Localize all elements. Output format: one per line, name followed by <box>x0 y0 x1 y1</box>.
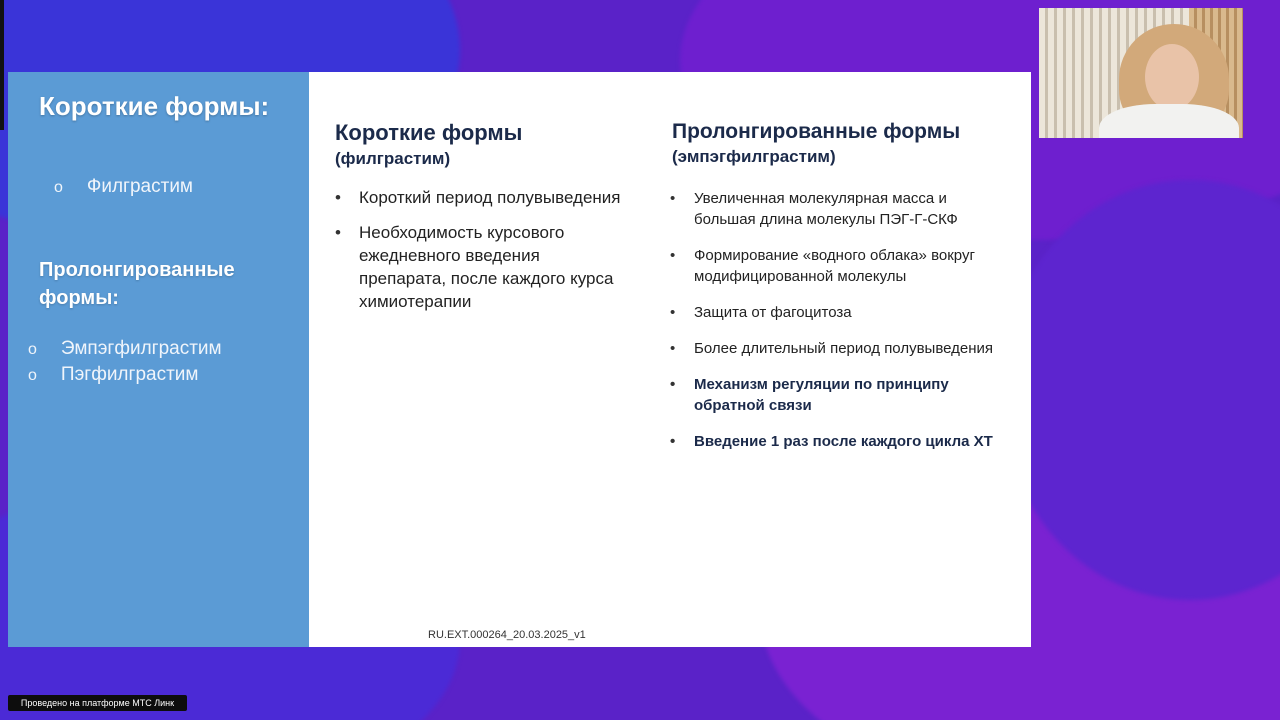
speaker-body <box>1099 104 1239 138</box>
left-edge-strip <box>0 0 4 130</box>
prolonged-forms-subtitle: (эмпэгфилграстим) <box>672 147 836 166</box>
list-item: • Механизм регуляции по принципу обратной связи <box>670 374 1000 416</box>
speaker-face <box>1145 44 1199 110</box>
list-item: • Введение 1 раз после каждого цикла ХТ <box>670 431 1000 452</box>
presentation-slide <box>8 72 1031 647</box>
speaker-video-tile[interactable] <box>1039 8 1243 138</box>
prolonged-forms-heading <box>672 120 960 167</box>
sidebar-item-label: Филграстим <box>86 176 193 197</box>
list-item: • Формирование «водного облака» вокруг модифицированной молекулы <box>670 245 1000 287</box>
sidebar-item-empegfilgrastim <box>28 338 222 360</box>
list-item: • Короткий период полувыведения <box>335 186 625 209</box>
circle-bullet-icon: o <box>28 367 37 384</box>
short-forms-list <box>335 186 625 325</box>
list-item: • Более длительный период полувыведения <box>670 338 1000 359</box>
sidebar-prolonged-title: Пролонгированные формы: <box>39 259 235 309</box>
circle-bullet-icon: o <box>54 179 63 196</box>
slide-sidebar <box>8 72 309 647</box>
sidebar-item-filgrastim <box>54 176 193 198</box>
sidebar-item-pegfilgrastim <box>28 364 198 386</box>
platform-badge: Проведено на платформе МТС Линк <box>8 695 187 711</box>
sidebar-title: Короткие формы: <box>39 91 270 121</box>
short-forms-heading <box>335 120 522 169</box>
prolonged-forms-list <box>670 188 1000 467</box>
list-item: • Защита от фагоцитоза <box>670 302 1000 323</box>
sidebar-item-label: Пэгфилграстим <box>60 364 199 385</box>
list-item: • Необходимость курсового ежедневного введения препарата, после каждого курса химиотерапии <box>335 221 625 313</box>
short-forms-subtitle: (филграстим) <box>335 149 451 168</box>
circle-bullet-icon: o <box>28 341 37 358</box>
prolonged-forms-title: Пролонгированные формы <box>672 120 961 143</box>
sidebar-item-label: Эмпэгфилграстим <box>60 338 222 359</box>
short-forms-title: Короткие формы <box>335 120 523 145</box>
list-item: • Увеличенная молекулярная масса и большая длина молекулы ПЭГ-Г-СКФ <box>670 188 1000 230</box>
slide-footer-code: RU.EXT.000264_20.03.2025_v1 <box>428 629 586 641</box>
